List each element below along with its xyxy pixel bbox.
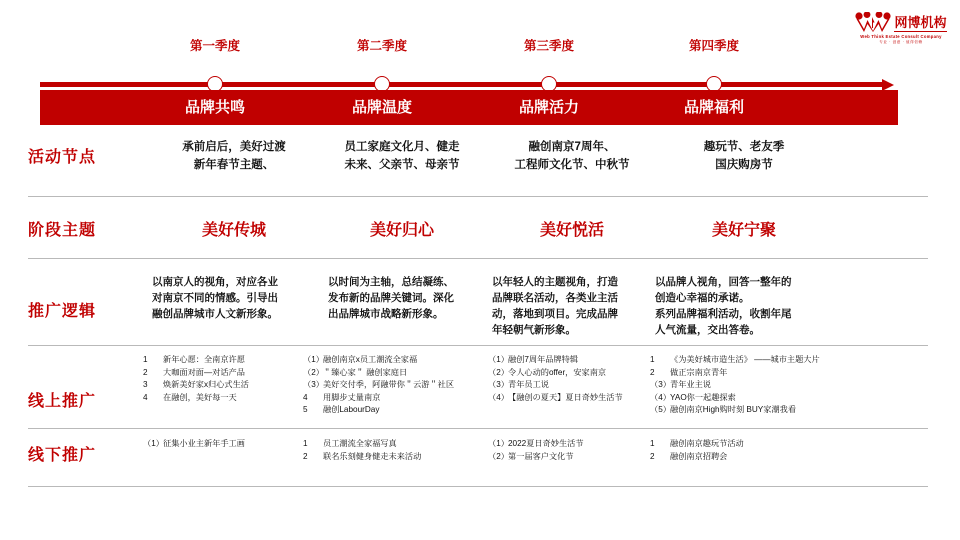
quarter-labels: [0, 36, 900, 58]
cell-line: 系列品牌福利活动，收割年尾: [655, 308, 792, 320]
list-item: [303, 451, 421, 464]
list-item: [303, 367, 454, 380]
cell-line: 以南京人的视角，对应各业: [152, 276, 278, 288]
cell-line: 出品牌城市战略新形象。: [328, 308, 444, 320]
list-item-number: 2: [650, 367, 655, 377]
list-item-text: 联名乐刻健身健走未来活动: [323, 451, 422, 461]
list-item-number: （2）: [488, 451, 509, 461]
list-item-text: 大咖面对面—对话产品: [163, 367, 245, 377]
list-item-number: 3: [143, 380, 148, 389]
row-divider-2: [28, 258, 928, 259]
list-item: [303, 438, 421, 451]
cell-r5-c3: [488, 438, 584, 463]
list-item-number: （2）: [303, 367, 324, 377]
row-label-5: 线下推广: [28, 447, 97, 464]
brand-phase-3: 品牌活力: [518, 99, 580, 116]
list-item-number: 4: [143, 392, 148, 402]
list-item-text: 青年业主说: [670, 380, 711, 389]
list-item-number: （1）: [488, 439, 509, 448]
logo-mark-icon: [855, 12, 891, 32]
list-item: [143, 354, 249, 367]
cell-line: 未来、父亲节、母亲节: [344, 159, 460, 171]
list-item-text: 新年心愿：全南京许愿: [163, 355, 245, 364]
list-item-text: 融创南京High购时刻 BUY家潮我看: [670, 405, 797, 414]
list-item-text: 《为美好城市造生活》 ——城市主题大片: [670, 355, 820, 364]
list-item: [650, 451, 744, 464]
list-item-text: ＂臻心家＂ 融创家庭日: [323, 367, 408, 377]
cell-r3-c1: [152, 274, 328, 322]
list-item-text: 融创7周年品牌特辑: [508, 355, 579, 364]
row-label-4: 线上推广: [28, 393, 97, 410]
quarter-label-1: 第一季度: [189, 39, 241, 53]
row-label-3: 推广逻辑: [28, 303, 97, 320]
list-item: [650, 438, 744, 451]
list-item: [143, 392, 249, 405]
list-item-number: （1）: [303, 355, 324, 364]
list-item-number: 1: [650, 439, 655, 448]
cell-line: 融创品牌城市人文新形象。: [152, 308, 278, 320]
cell-line: 人气流量，交出答卷。: [655, 324, 760, 336]
list-item-number: 1: [650, 355, 655, 364]
list-item: [488, 367, 623, 380]
list-item-text: 第一届客户文化节: [508, 451, 574, 461]
list-item-number: （3）: [488, 380, 509, 389]
cell-r2-c4: 美好宁聚: [711, 222, 776, 239]
list-item: [488, 392, 623, 405]
list-item-text: 用脚步丈量南京: [323, 392, 381, 402]
cell-line: 发布新的品牌关键词。深化: [328, 292, 454, 304]
cell-r1-c1: [150, 138, 318, 174]
cell-r1-c2: [318, 138, 486, 174]
quarter-label-2: 第二季度: [356, 39, 408, 53]
list-item: [488, 379, 623, 392]
row-divider-3: [28, 345, 928, 346]
cell-line: 承前启后，美好过渡: [182, 141, 286, 153]
cell-r5-c2: [303, 438, 421, 463]
list-item-text: 美好交付季，阿融带你＂云游＂社区: [323, 380, 455, 389]
list-item-text: 令人心动的offer，安家南京: [508, 367, 607, 377]
list-item-text: 焕新美好家x归心式生活: [163, 380, 249, 389]
row-label-1: 活动节点: [28, 149, 97, 166]
brand-phase-band: [40, 90, 898, 125]
list-item-text: 员工潮流全家福写真: [323, 439, 397, 448]
cell-line: 对南京不同的情感。引导出: [152, 292, 278, 304]
list-item-number: （4）: [650, 392, 671, 402]
cell-r2-c2: 美好归心: [369, 222, 434, 239]
list-item: [303, 379, 454, 392]
list-item-text: YAO你一起趣探索: [670, 392, 736, 402]
cell-line: 新年春节主题、: [193, 159, 275, 171]
list-item: [143, 379, 249, 392]
list-item: [488, 451, 584, 464]
list-item-number: 2: [650, 451, 655, 461]
list-item-number: （3）: [303, 380, 324, 389]
cell-r3-c4: [655, 274, 855, 338]
cell-line: 以年轻人的主题视角，打造: [492, 276, 618, 288]
cell-line: 工程师文化节、中秋节: [514, 159, 630, 171]
list-item: [143, 438, 245, 451]
list-item-text: 征集小业主新年手工画: [163, 439, 245, 448]
cell-r1-c4: [654, 138, 834, 174]
list-item-number: 5: [303, 405, 308, 414]
cell-line: 以品牌人视角，回答一整年的: [655, 276, 792, 288]
list-item: [650, 367, 820, 380]
list-item: [650, 379, 820, 392]
cell-line: 创造心幸福的承诺。: [655, 292, 750, 304]
cell-r2-c3: 美好悦活: [539, 222, 604, 239]
timeline-arrow-icon: [882, 79, 894, 91]
cell-r3-c3: [492, 274, 668, 338]
list-item: [650, 354, 820, 367]
cell-r3-c2: [328, 274, 504, 322]
cell-line: 国庆购房节: [715, 159, 773, 171]
list-item-text: 融创南京x员工潮流全家福: [323, 355, 418, 364]
list-item-number: （2）: [488, 367, 509, 377]
list-item-text: 融创南京招聘会: [670, 451, 728, 461]
quarter-label-3: 第三季度: [523, 39, 575, 53]
cell-line: 品牌联名活动，各类业主活: [492, 292, 618, 304]
list-item: [143, 367, 249, 380]
brand-phase-4: 品牌福利: [683, 99, 745, 116]
row-divider-1: [28, 196, 928, 197]
list-item-text: 在融创，美好每一天: [163, 392, 237, 402]
cell-line: 员工家庭文化月、健走: [344, 141, 460, 153]
list-item: [488, 438, 584, 451]
list-item-text: 2022夏日奇妙生活节: [508, 439, 584, 448]
list-item-number: 1: [143, 355, 148, 364]
cell-line: 以时间为主轴，总结凝练、: [328, 276, 454, 288]
list-item-text: 融创南京趣玩节活动: [670, 439, 744, 448]
cell-r4-c1: [143, 354, 249, 404]
cell-line: 年轻朝气新形象。: [492, 324, 576, 336]
logo-tagline: 专业 · 创意 · 值得信赖: [879, 40, 923, 44]
list-item: [650, 404, 820, 417]
quarter-label-4: 第四季度: [688, 39, 740, 53]
list-item-number: （4）: [488, 392, 509, 402]
cell-line: 动，落地到项目。完成品牌: [492, 308, 618, 320]
list-item: [650, 392, 820, 405]
list-item: [488, 354, 623, 367]
list-item: [303, 392, 454, 405]
list-item-number: （1）: [488, 355, 509, 364]
cell-r4-c4: [650, 354, 820, 417]
logo-name-cn: 网博机构: [894, 15, 947, 30]
list-item-text: 做正宗南京青年: [670, 367, 728, 377]
list-item-number: 4: [303, 392, 308, 402]
list-item-number: 2: [303, 451, 308, 461]
row-label-2: 阶段主题: [28, 222, 97, 239]
cell-r5-c4: [650, 438, 744, 463]
cell-r4-c2: [303, 354, 454, 417]
list-item-number: 2: [143, 367, 148, 377]
cell-line: 融创南京7周年、: [528, 141, 616, 153]
cell-r5-c1: [143, 438, 245, 451]
logo-main-row: [855, 12, 946, 32]
list-item-number: （5）: [650, 405, 671, 414]
cell-r2-c1: 美好传城: [201, 222, 266, 239]
list-item-text: 融创LabourDay: [323, 405, 380, 414]
row-divider-5: [28, 486, 928, 487]
cell-line: 趣玩节、老友季: [703, 141, 785, 153]
list-item-number: （1）: [143, 439, 164, 448]
list-item: [303, 404, 454, 417]
list-item: [303, 354, 454, 367]
list-item-number: 1: [303, 439, 308, 448]
brand-phase-2: 品牌温度: [351, 99, 413, 116]
list-item-text: 【融创の夏天】夏日奇妙生活节: [508, 392, 623, 402]
row-divider-4: [28, 428, 928, 429]
cell-r1-c3: [488, 138, 656, 174]
list-item-number: （3）: [650, 380, 671, 389]
timeline-bar: [40, 82, 888, 87]
cell-r4-c3: [488, 354, 623, 404]
brand-phase-1: 品牌共鸣: [184, 99, 246, 116]
list-item-text: 青年员工说: [508, 380, 549, 389]
logo-name-en: Web Think Estate Consult Company: [860, 34, 942, 39]
